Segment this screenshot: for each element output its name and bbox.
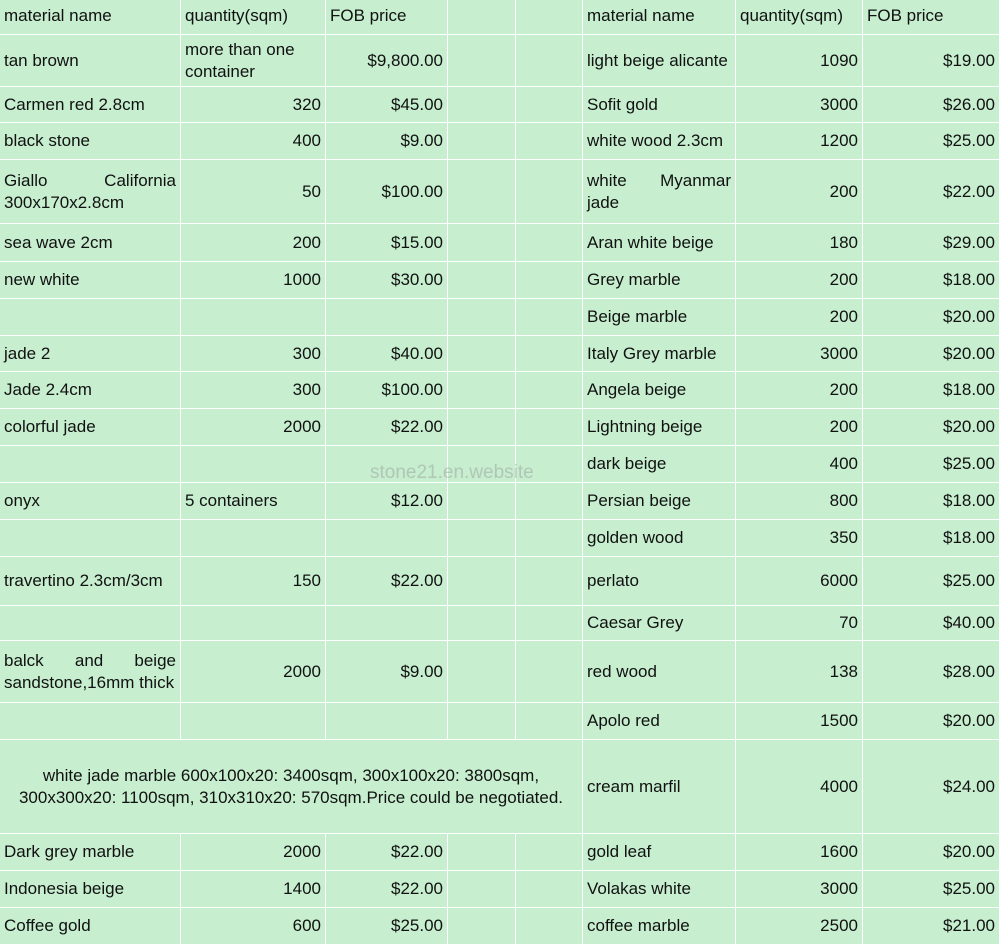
right-material-cell[interactable] [583,740,736,834]
left-quantity-cell-text: 200 [292,232,321,252]
left-quantity-cell-text: 1000 [283,270,321,289]
gap-cell[interactable] [448,641,516,703]
right-price-cell-text: $20.00 [943,842,995,861]
gap-cell[interactable] [516,262,583,299]
right-quantity-cell-text: 3000 [820,879,858,898]
right-quantity-cell-text: 200 [829,417,858,436]
left-material-cell-text: black stone [4,131,90,150]
right-material-cell-text: Italy Grey marble [587,343,717,363]
left-quantity-cell[interactable] [181,299,326,336]
left-quantity-cell[interactable] [181,606,326,641]
left-quantity-cell[interactable] [181,160,326,224]
right-quantity-cell-text: 800 [829,491,858,510]
right-price-cell-text: $28.00 [943,661,995,681]
left-price-cell[interactable] [326,557,448,606]
gap-cell[interactable] [516,641,583,703]
right-quantity-cell-text: 200 [829,270,858,289]
left-quantity-cell[interactable] [181,703,326,740]
left-material-cell[interactable] [0,703,181,740]
right-material-cell[interactable] [583,641,736,703]
right-material-cell-text: Aran white beige [587,232,714,252]
right-price-cell[interactable] [863,520,1000,557]
right-quantity-cell-text: 350 [829,528,858,547]
left-quantity-cell[interactable] [181,520,326,557]
left-price-cell[interactable] [326,908,448,945]
watermark-text: stone21.en.website [370,462,534,483]
right-price-cell-text: $18.00 [943,491,995,510]
left-quantity-cell-text: 320 [292,94,321,114]
left-material-cell[interactable] [0,834,181,871]
left-quantity-cell[interactable] [181,372,326,409]
right-quantity-cell-text: 1600 [820,842,858,861]
right-price-cell[interactable] [863,299,1000,336]
gap-cell[interactable] [516,160,583,224]
right-material-cell-text: red wood [587,661,657,681]
right-quantity-cell[interactable] [736,483,863,520]
left-price-cell[interactable] [326,299,448,336]
right-price-cell[interactable] [863,557,1000,606]
gap-cell[interactable] [448,446,516,483]
right-header-quantity[interactable] [736,0,863,35]
right-material-cell-text: white wood 2.3cm [587,131,724,150]
right-price-cell[interactable] [863,871,1000,908]
left-price-cell[interactable] [326,483,448,520]
left-quantity-cell-text: 2000 [283,417,321,436]
left-price-cell[interactable] [326,703,448,740]
right-material-cell-text: Apolo red [587,711,660,730]
right-material-cell[interactable] [583,483,736,520]
left-material-cell[interactable] [0,123,181,160]
right-header-material-text: material name [587,6,695,25]
left-material-cell[interactable] [0,262,181,299]
right-quantity-cell[interactable] [736,740,863,834]
left-price-cell[interactable] [326,606,448,641]
left-material-cell-text: balck and beige sandstone,16mm thick [4,650,176,692]
left-header-price[interactable] [326,0,448,35]
right-material-cell-text: cream marfil [587,776,681,796]
left-price-cell-text: $40.00 [391,343,443,363]
right-material-cell[interactable] [583,834,736,871]
left-price-cell-text: $9,800.00 [367,50,443,70]
right-price-cell-text: $25.00 [943,131,995,150]
right-price-cell[interactable] [863,224,1000,262]
right-quantity-cell-text: 400 [829,454,858,473]
left-material-cell[interactable] [0,87,181,123]
gap-cell[interactable] [516,336,583,372]
left-quantity-cell-text: more than one container [185,39,295,81]
right-material-cell-text: Lightning beige [587,417,703,436]
right-quantity-cell-text: 200 [829,181,858,201]
right-price-cell-text: $25.00 [943,879,995,898]
left-material-cell[interactable] [0,520,181,557]
left-price-cell-text: $22.00 [391,571,443,590]
left-price-cell-text: $22.00 [391,842,443,861]
left-material-cell-text: Jade 2.4cm [4,380,92,399]
right-header-quantity-text: quantity(sqm) [740,6,843,25]
right-material-cell[interactable] [583,123,736,160]
left-header-material-text: material name [4,6,112,25]
right-quantity-cell[interactable] [736,703,863,740]
right-material-cell-text: golden wood [587,528,684,547]
left-material-cell-text: new white [4,270,80,289]
left-quantity-cell[interactable] [181,336,326,372]
gap-cell[interactable] [448,557,516,606]
left-material-cell-text: onyx [4,491,40,510]
left-price-cell-text: $25.00 [391,916,443,935]
left-price-cell[interactable] [326,520,448,557]
gap-cell[interactable] [448,834,516,871]
right-material-cell[interactable] [583,336,736,372]
left-price-cell-text: $30.00 [391,270,443,289]
right-quantity-cell[interactable] [736,446,863,483]
gap-cell[interactable] [448,336,516,372]
right-price-cell-text: $24.00 [943,776,995,796]
right-material-cell[interactable] [583,224,736,262]
gap-cell[interactable] [516,834,583,871]
right-price-cell[interactable] [863,160,1000,224]
right-material-cell-text: white Myanmar jade [587,170,731,212]
gap-cell[interactable] [516,372,583,409]
gap-cell[interactable] [448,299,516,336]
right-price-cell[interactable] [863,262,1000,299]
right-quantity-cell[interactable] [736,409,863,446]
left-quantity-cell[interactable] [181,483,326,520]
gap-cell[interactable] [516,520,583,557]
left-material-cell[interactable] [0,483,181,520]
left-material-cell[interactable] [0,372,181,409]
right-quantity-cell-text: 3000 [820,343,858,363]
left-price-cell-text: $22.00 [391,879,443,898]
left-price-cell[interactable] [326,446,448,483]
right-price-cell-text: $25.00 [943,454,995,473]
right-price-cell[interactable] [863,87,1000,123]
left-price-cell-text: $100.00 [381,380,443,399]
right-material-cell[interactable] [583,703,736,740]
left-price-cell[interactable] [326,372,448,409]
left-price-cell-text: $9.00 [400,131,443,150]
right-price-cell[interactable] [863,606,1000,641]
gap-cell[interactable] [516,35,583,87]
left-price-cell[interactable] [326,35,448,87]
gap-cell[interactable] [448,908,516,945]
right-price-cell[interactable] [863,446,1000,483]
left-quantity-cell-text: 300 [292,343,321,363]
left-price-cell-text: $12.00 [391,491,443,510]
right-material-cell[interactable] [583,372,736,409]
right-quantity-cell-text: 180 [829,232,858,252]
gap-cell[interactable] [516,871,583,908]
left-price-cell[interactable] [326,123,448,160]
right-material-cell[interactable] [583,871,736,908]
right-price-cell-text: $20.00 [943,711,995,730]
right-material-cell-text: gold leaf [587,842,652,861]
left-quantity-cell-text: 150 [292,571,321,590]
right-price-cell-text: $19.00 [943,50,995,70]
right-price-cell-text: $22.00 [943,181,995,201]
right-price-cell[interactable] [863,409,1000,446]
right-price-cell[interactable] [863,834,1000,871]
right-material-cell-text: light beige alicante [587,50,728,70]
left-quantity-cell[interactable] [181,446,326,483]
left-quantity-cell-text: 400 [292,131,321,150]
right-material-cell[interactable] [583,262,736,299]
left-material-cell[interactable] [0,446,181,483]
left-material-cell[interactable] [0,35,181,87]
gap-cell[interactable] [516,606,583,641]
left-price-cell[interactable] [326,224,448,262]
right-material-cell[interactable] [583,87,736,123]
gap-cell[interactable] [516,483,583,520]
left-price-cell-text: $15.00 [391,232,443,252]
gap-cell[interactable] [448,262,516,299]
note-cell-text: white jade marble 600x100x20: 3400sqm, 300x100x20: 3800sqm, 300x300x20: 1100sqm, 310x310x20: 570sqm.Price could be negotiated. [18,765,564,807]
right-price-cell-text: $21.00 [943,916,995,935]
right-price-cell-text: $20.00 [943,343,995,363]
right-quantity-cell[interactable] [736,87,863,123]
right-quantity-cell[interactable] [736,557,863,606]
left-price-cell[interactable] [326,160,448,224]
gap-cell[interactable] [448,0,516,35]
left-material-cell[interactable] [0,606,181,641]
right-quantity-cell[interactable] [736,641,863,703]
right-material-cell-text: coffee marble [587,916,690,935]
right-header-price[interactable] [863,0,1000,35]
right-material-cell-text: perlato [587,571,639,590]
left-quantity-cell[interactable] [181,123,326,160]
left-quantity-cell[interactable] [181,262,326,299]
gap-cell[interactable] [516,908,583,945]
gap-cell[interactable] [516,0,583,35]
left-material-cell-text: Dark grey marble [4,842,135,861]
left-quantity-cell[interactable] [181,35,326,87]
right-quantity-cell[interactable] [736,336,863,372]
left-material-cell-text: travertino 2.3cm/3cm [4,571,163,590]
left-material-cell-text: colorful jade [4,417,96,436]
gap-cell[interactable] [516,557,583,606]
right-material-cell[interactable] [583,446,736,483]
left-material-cell[interactable] [0,641,181,703]
left-quantity-cell-text: 50 [302,181,321,201]
left-price-cell[interactable] [326,262,448,299]
right-price-cell-text: $20.00 [943,417,995,436]
right-quantity-cell-text: 200 [829,307,858,326]
left-quantity-cell[interactable] [181,908,326,945]
right-material-cell[interactable] [583,557,736,606]
right-quantity-cell-text: 1090 [820,50,858,70]
right-quantity-cell-text: 1200 [820,131,858,150]
left-quantity-cell-text: 2000 [283,842,321,861]
right-quantity-cell[interactable] [736,299,863,336]
right-price-cell-text: $26.00 [943,94,995,114]
left-quantity-cell[interactable] [181,87,326,123]
right-quantity-cell[interactable] [736,834,863,871]
left-quantity-cell[interactable] [181,224,326,262]
right-quantity-cell[interactable] [736,606,863,641]
left-price-cell-text: $9.00 [400,661,443,681]
left-quantity-cell-text: 600 [292,916,321,935]
right-quantity-cell[interactable] [736,871,863,908]
left-quantity-cell[interactable] [181,557,326,606]
right-material-cell-text: Persian beige [587,491,691,510]
gap-cell[interactable] [448,520,516,557]
right-quantity-cell[interactable] [736,160,863,224]
right-quantity-cell[interactable] [736,262,863,299]
right-price-cell[interactable] [863,336,1000,372]
gap-cell[interactable] [448,871,516,908]
right-price-cell[interactable] [863,35,1000,87]
gap-cell[interactable] [448,160,516,224]
gap-cell[interactable] [448,35,516,87]
left-material-cell[interactable] [0,908,181,945]
right-material-cell[interactable] [583,520,736,557]
right-quantity-cell-text: 6000 [820,571,858,590]
right-price-cell[interactable] [863,641,1000,703]
right-quantity-cell-text: 4000 [820,776,858,796]
right-price-cell-text: $18.00 [943,380,995,399]
gap-cell[interactable] [516,446,583,483]
right-material-cell-text: Volakas white [587,879,691,898]
left-quantity-cell[interactable] [181,409,326,446]
right-quantity-cell[interactable] [736,372,863,409]
left-header-material[interactable] [0,0,181,35]
left-price-cell[interactable] [326,409,448,446]
right-price-cell-text: $40.00 [943,613,995,632]
right-quantity-cell[interactable] [736,123,863,160]
gap-cell[interactable] [516,703,583,740]
right-price-cell[interactable] [863,483,1000,520]
left-material-cell[interactable] [0,557,181,606]
left-quantity-cell[interactable] [181,641,326,703]
left-material-cell-text: Indonesia beige [4,879,125,898]
right-quantity-cell[interactable] [736,908,863,945]
left-quantity-cell-text: 300 [292,380,321,399]
left-quantity-cell[interactable] [181,871,326,908]
left-quantity-cell-text: 2000 [283,661,321,681]
left-header-price-text: FOB price [330,6,407,25]
right-price-cell[interactable] [863,372,1000,409]
gap-cell[interactable] [516,409,583,446]
left-material-cell[interactable] [0,224,181,262]
right-quantity-cell[interactable] [736,520,863,557]
right-material-cell[interactable] [583,908,736,945]
left-price-cell[interactable] [326,336,448,372]
left-material-cell-text: tan brown [4,50,79,70]
left-price-cell[interactable] [326,834,448,871]
left-header-quantity[interactable] [181,0,326,35]
left-quantity-cell-text: 1400 [283,879,321,898]
left-material-cell-text: Carmen red 2.8cm [4,94,145,114]
left-quantity-cell-text: 5 containers [185,491,278,510]
right-material-cell-text: Sofit gold [587,94,658,114]
right-quantity-cell-text: 138 [829,661,858,681]
gap-cell[interactable] [448,87,516,123]
gap-cell[interactable] [448,606,516,641]
right-price-cell-text: $29.00 [943,232,995,252]
note-cell[interactable] [0,740,583,834]
gap-cell[interactable] [516,299,583,336]
right-quantity-cell-text: 200 [829,380,858,399]
gap-cell[interactable] [516,87,583,123]
right-material-cell[interactable] [583,606,736,641]
left-material-cell[interactable] [0,299,181,336]
gap-cell[interactable] [448,123,516,160]
gap-cell[interactable] [516,123,583,160]
left-material-cell-text: Giallo California 300x170x2.8cm [4,170,176,212]
gap-cell[interactable] [448,483,516,520]
left-price-cell[interactable] [326,87,448,123]
left-price-cell-text: $45.00 [391,94,443,114]
right-material-cell-text: Beige marble [587,307,688,326]
left-price-cell[interactable] [326,641,448,703]
left-price-cell-text: $22.00 [391,417,443,436]
right-header-material[interactable] [583,0,736,35]
right-material-cell-text: Angela beige [587,380,687,399]
right-quantity-cell-text: 1500 [820,711,858,730]
right-material-cell[interactable] [583,35,736,87]
gap-cell[interactable] [448,224,516,262]
left-material-cell[interactable] [0,409,181,446]
gap-cell[interactable] [448,372,516,409]
right-price-cell-text: $20.00 [943,307,995,326]
right-price-cell[interactable] [863,123,1000,160]
right-quantity-cell[interactable] [736,224,863,262]
right-quantity-cell[interactable] [736,35,863,87]
right-material-cell-text: Caesar Grey [587,613,684,632]
right-price-cell[interactable] [863,740,1000,834]
right-material-cell-text: Grey marble [587,270,681,289]
right-price-cell-text: $18.00 [943,270,995,289]
left-material-cell-text: sea wave 2cm [4,232,113,252]
left-price-cell-text: $100.00 [381,181,443,201]
right-material-cell[interactable] [583,409,736,446]
left-material-cell[interactable] [0,160,181,224]
right-header-price-text: FOB price [867,6,944,25]
left-material-cell[interactable] [0,871,181,908]
left-material-cell-text: jade 2 [4,343,51,363]
gap-cell[interactable] [516,224,583,262]
right-price-cell[interactable] [863,703,1000,740]
left-header-quantity-text: quantity(sqm) [185,6,288,25]
left-material-cell[interactable] [0,336,181,372]
right-material-cell-text: dark beige [587,454,667,473]
right-quantity-cell-text: 2500 [820,916,858,935]
gap-cell[interactable] [448,703,516,740]
right-quantity-cell-text: 70 [839,613,858,632]
right-material-cell[interactable] [583,160,736,224]
left-price-cell[interactable] [326,871,448,908]
right-price-cell-text: $18.00 [943,528,995,547]
right-material-cell[interactable] [583,299,736,336]
left-material-cell-text: Coffee gold [4,916,91,935]
left-quantity-cell[interactable] [181,834,326,871]
gap-cell[interactable] [448,409,516,446]
right-price-cell[interactable] [863,908,1000,945]
right-quantity-cell-text: 3000 [820,94,858,114]
right-price-cell-text: $25.00 [943,571,995,590]
